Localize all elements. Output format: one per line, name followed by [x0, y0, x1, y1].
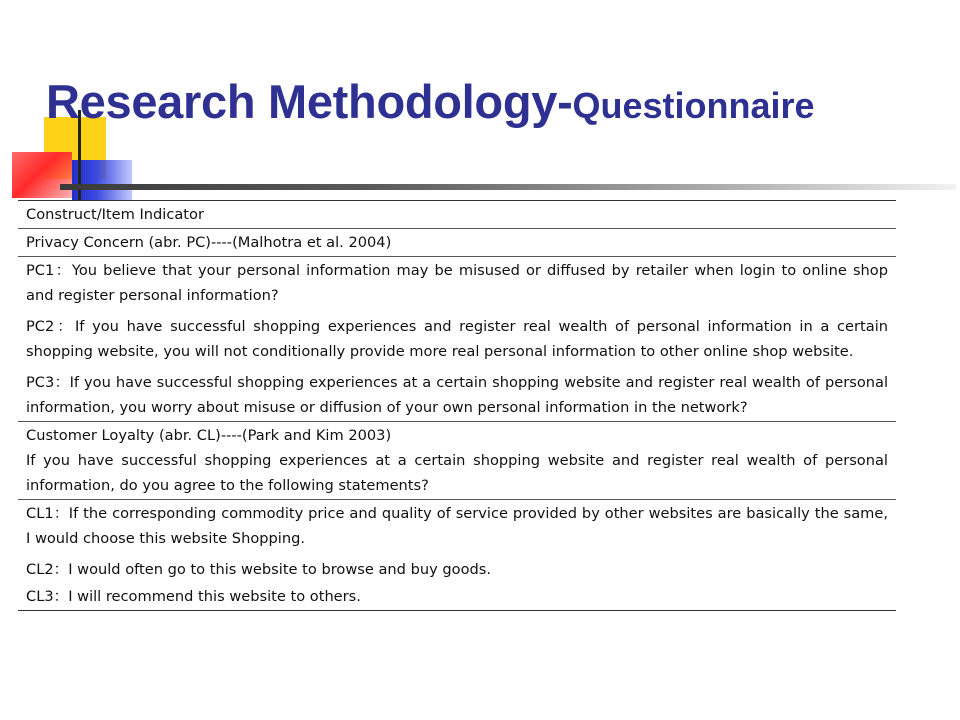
pc3-item: PC3：If you have successful shopping experiences at a certain shopping website and register real wealth of personal information, you worry about misuse or diffusion of your own personal information in the network? [26, 374, 888, 416]
red-square-decoration [12, 152, 72, 198]
slide-title-sub: Questionnaire [572, 85, 815, 126]
pc-heading-row [18, 228, 896, 256]
table-header: Construct/Item Indicator [26, 206, 204, 223]
blue-square-decoration [72, 160, 132, 200]
slide-title [46, 74, 815, 129]
title-underline-rule [60, 184, 956, 190]
pc-heading: Privacy Concern (abr. PC)----(Malhotra et al. 2004) [26, 234, 392, 251]
slide-title-main: Research Methodology- [46, 75, 573, 128]
cl-intro: If you have successful shopping experiences at a certain shopping website and register real wealth of personal information, do you agree to the following statements? [26, 452, 888, 494]
cl-heading: Customer Loyalty (abr. CL)----(Park and Kim 2003) [26, 427, 392, 444]
cl3-item: CL3：I will recommend this website to others. [26, 588, 361, 605]
questionnaire-table [18, 200, 896, 611]
pc2-item: PC2：If you have successful shopping experiences and register real wealth of personal information in a certain shopping website, you will not conditionally provide more real personal information to other online shop website. [26, 318, 888, 360]
table-header-row [18, 201, 896, 228]
cl2-item: CL2：I would often go to this website to browse and buy goods. [26, 561, 492, 578]
cl1-item: CL1：If the corresponding commodity price and quality of service provided by other websites are basically the same, I would choose this website Shopping. [26, 505, 888, 547]
pc1-item: PC1：You believe that your personal information may be misused or diffused by retailer when login to online shop and register personal information? [26, 262, 888, 304]
pc-items-row [18, 256, 896, 421]
cl-items-row [18, 499, 896, 610]
cl-heading-row [18, 421, 896, 499]
